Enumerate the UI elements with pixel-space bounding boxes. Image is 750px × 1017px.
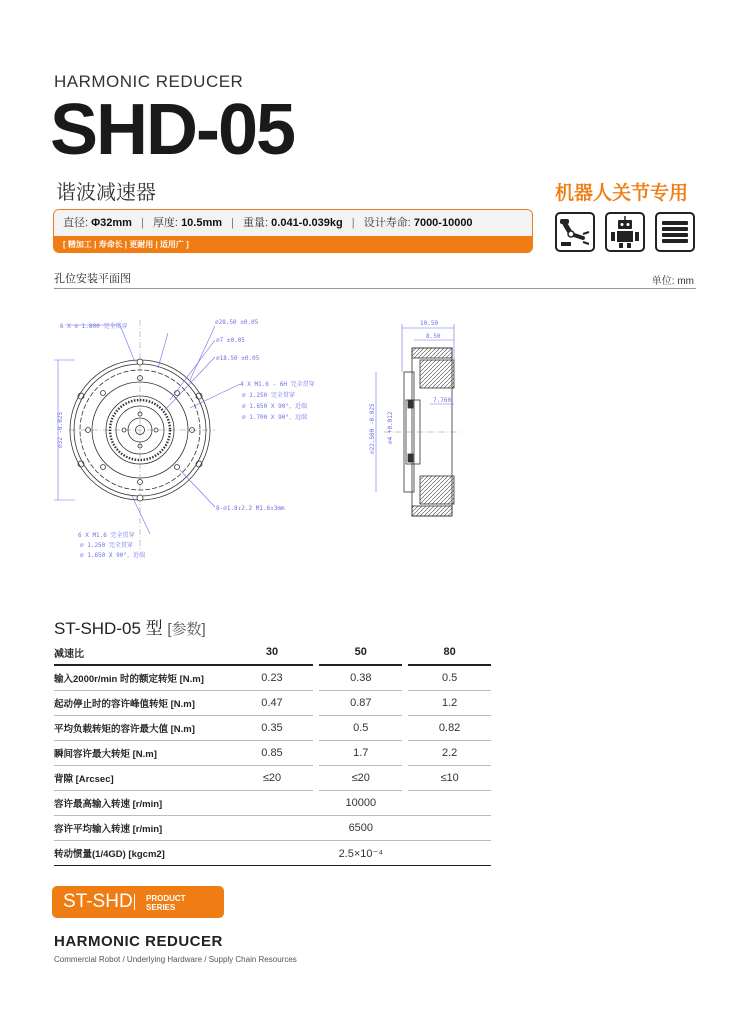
dim-label: ∅ 1.250 完全贯穿 [80,542,133,549]
table-cell: 2.2 [408,741,491,766]
front-view [70,320,215,550]
thickness-value: 10.5mm [181,217,223,229]
spec-box [53,209,533,253]
table-cell: 10000 [231,791,491,816]
table-cell: 0.38 [319,665,402,691]
diameter-label: 直径: [63,217,89,229]
table-row [54,691,491,716]
unit-label: 单位: mm [651,276,694,287]
series-caption [146,894,186,912]
table-cell: 0.23 [231,665,314,691]
row-label: 容许最高输入转速 [r/min] [54,791,231,816]
params-model: ST-SHD-05 [54,619,141,638]
footer-subtitle: Commercial Robot / Underlying Hardware / Supply Chain Resources [54,955,297,964]
footer-title: HARMONIC REDUCER [54,933,223,950]
installation-drawing [40,300,500,570]
dim-label: ∅ 1.650 X 90°，近端 [80,552,145,559]
product-series-badge [52,886,224,918]
params-title [54,614,206,639]
params-subtitle: [参数] [167,621,206,638]
dim-label: 8-∅1.8↧2.2 M1.6↧3mm [216,505,285,512]
drawing-section-title: 孔位安装平面图 [54,273,131,285]
row-label: 转动惯量(1/4GD) [kgcm2] [54,841,231,866]
robot-arm-icon [555,212,595,252]
side-view [384,348,460,516]
table-row [54,766,491,791]
dim-label: 10.50 [420,320,439,327]
table-row [54,741,491,766]
row-label: 容许平均输入转速 [r/min] [54,816,231,841]
table-cell: 0.87 [319,691,402,716]
table-cell: 0.85 [231,741,314,766]
table-row [54,816,491,841]
diameter-value: Φ32mm [91,217,132,229]
model-subtitle: 谐波减速器 [56,182,156,204]
dim-label: ∅4 +0.012 [387,411,394,444]
robot-icon [605,212,645,252]
series-divider [134,894,135,910]
dim-label: 8.50 [426,333,441,340]
dim-label: ∅18.50 ±0.05 [216,355,260,362]
dim-label: ∅32 -0.025 [57,411,64,448]
weight-value: 0.041-0.039kg [271,217,343,229]
series-caption-line2: SERIES [146,903,176,912]
table-cell: 0.35 [231,716,314,741]
dim-label: 6 X M1.6 完全贯穿 [78,532,135,539]
table-row [54,841,491,866]
spec-separator: | [141,217,144,229]
dim-label: ∅ 1.650 X 90°，近端 [242,403,307,410]
table-cell: 0.47 [231,691,314,716]
table-cell: 0.5 [319,716,402,741]
header-cell: 30 [231,640,314,665]
dim-label: ∅7 ±0.05 [216,337,245,344]
table-header [54,640,491,665]
table-cell: 0.82 [408,716,491,741]
divider [54,288,696,289]
life-value: 7000-10000 [413,217,473,229]
table-row [54,791,491,816]
weight-label: 重量: [243,217,269,229]
table-cell: 1.2 [408,691,491,716]
spec-line [54,210,532,236]
table-cell: 2.5×10⁻⁴ [231,841,491,866]
table-row [54,665,491,691]
brand-title: HARMONIC REDUCER [54,72,244,91]
feature-tags: [ 精加工 | 寿命长 | 更耐用 | 适用广 ] [54,236,532,253]
reducer-icon [655,212,695,252]
dim-label: ∅22.500 -0.025 [369,403,376,454]
life-label: 设计寿命: [363,217,411,229]
model-title: SHD-05 [50,90,295,170]
thickness-label: 厚度: [152,217,178,229]
table-cell: ≤20 [319,766,402,791]
application-label: 机器人关节专用 [555,183,689,204]
dim-label: 4 X M1.6 - 6H 完全贯穿 [240,381,315,388]
row-label: 平均负载转矩的容许最大值 [N.m] [54,716,231,741]
dim-label: ∅ 1.700 X 90°，远端 [242,414,307,421]
table-cell: 6500 [231,816,491,841]
params-type: 型 [145,619,163,638]
table-cell: 0.5 [408,665,491,691]
header-cell: 50 [319,640,402,665]
params-table [54,640,491,866]
series-name: ST-SHD [63,891,133,912]
dim-label: 7.760 [433,397,452,404]
row-label: 起动停止时的容许峰值转矩 [N.m] [54,691,231,716]
dim-label: ∅28.50 ±0.05 [215,319,259,326]
dim-label: ∅ 1.250 完全贯穿 [242,392,295,399]
row-label: 输入2000r/min 时的额定转矩 [N.m] [54,665,231,691]
table-cell: 1.7 [319,741,402,766]
header-cell: 80 [408,640,491,665]
row-label: 瞬间容许最大转矩 [N.m] [54,741,231,766]
table-cell: ≤20 [231,766,314,791]
spec-separator: | [231,217,234,229]
dim-label: 6 X ∅ 1.800 完全贯穿 [60,323,128,330]
row-label: 背隙 [Arcsec] [54,766,231,791]
series-caption-line1: PRODUCT [146,894,186,903]
spec-separator: | [351,217,355,229]
header-cell: 减速比 [54,640,231,665]
table-cell: ≤10 [408,766,491,791]
table-row [54,716,491,741]
